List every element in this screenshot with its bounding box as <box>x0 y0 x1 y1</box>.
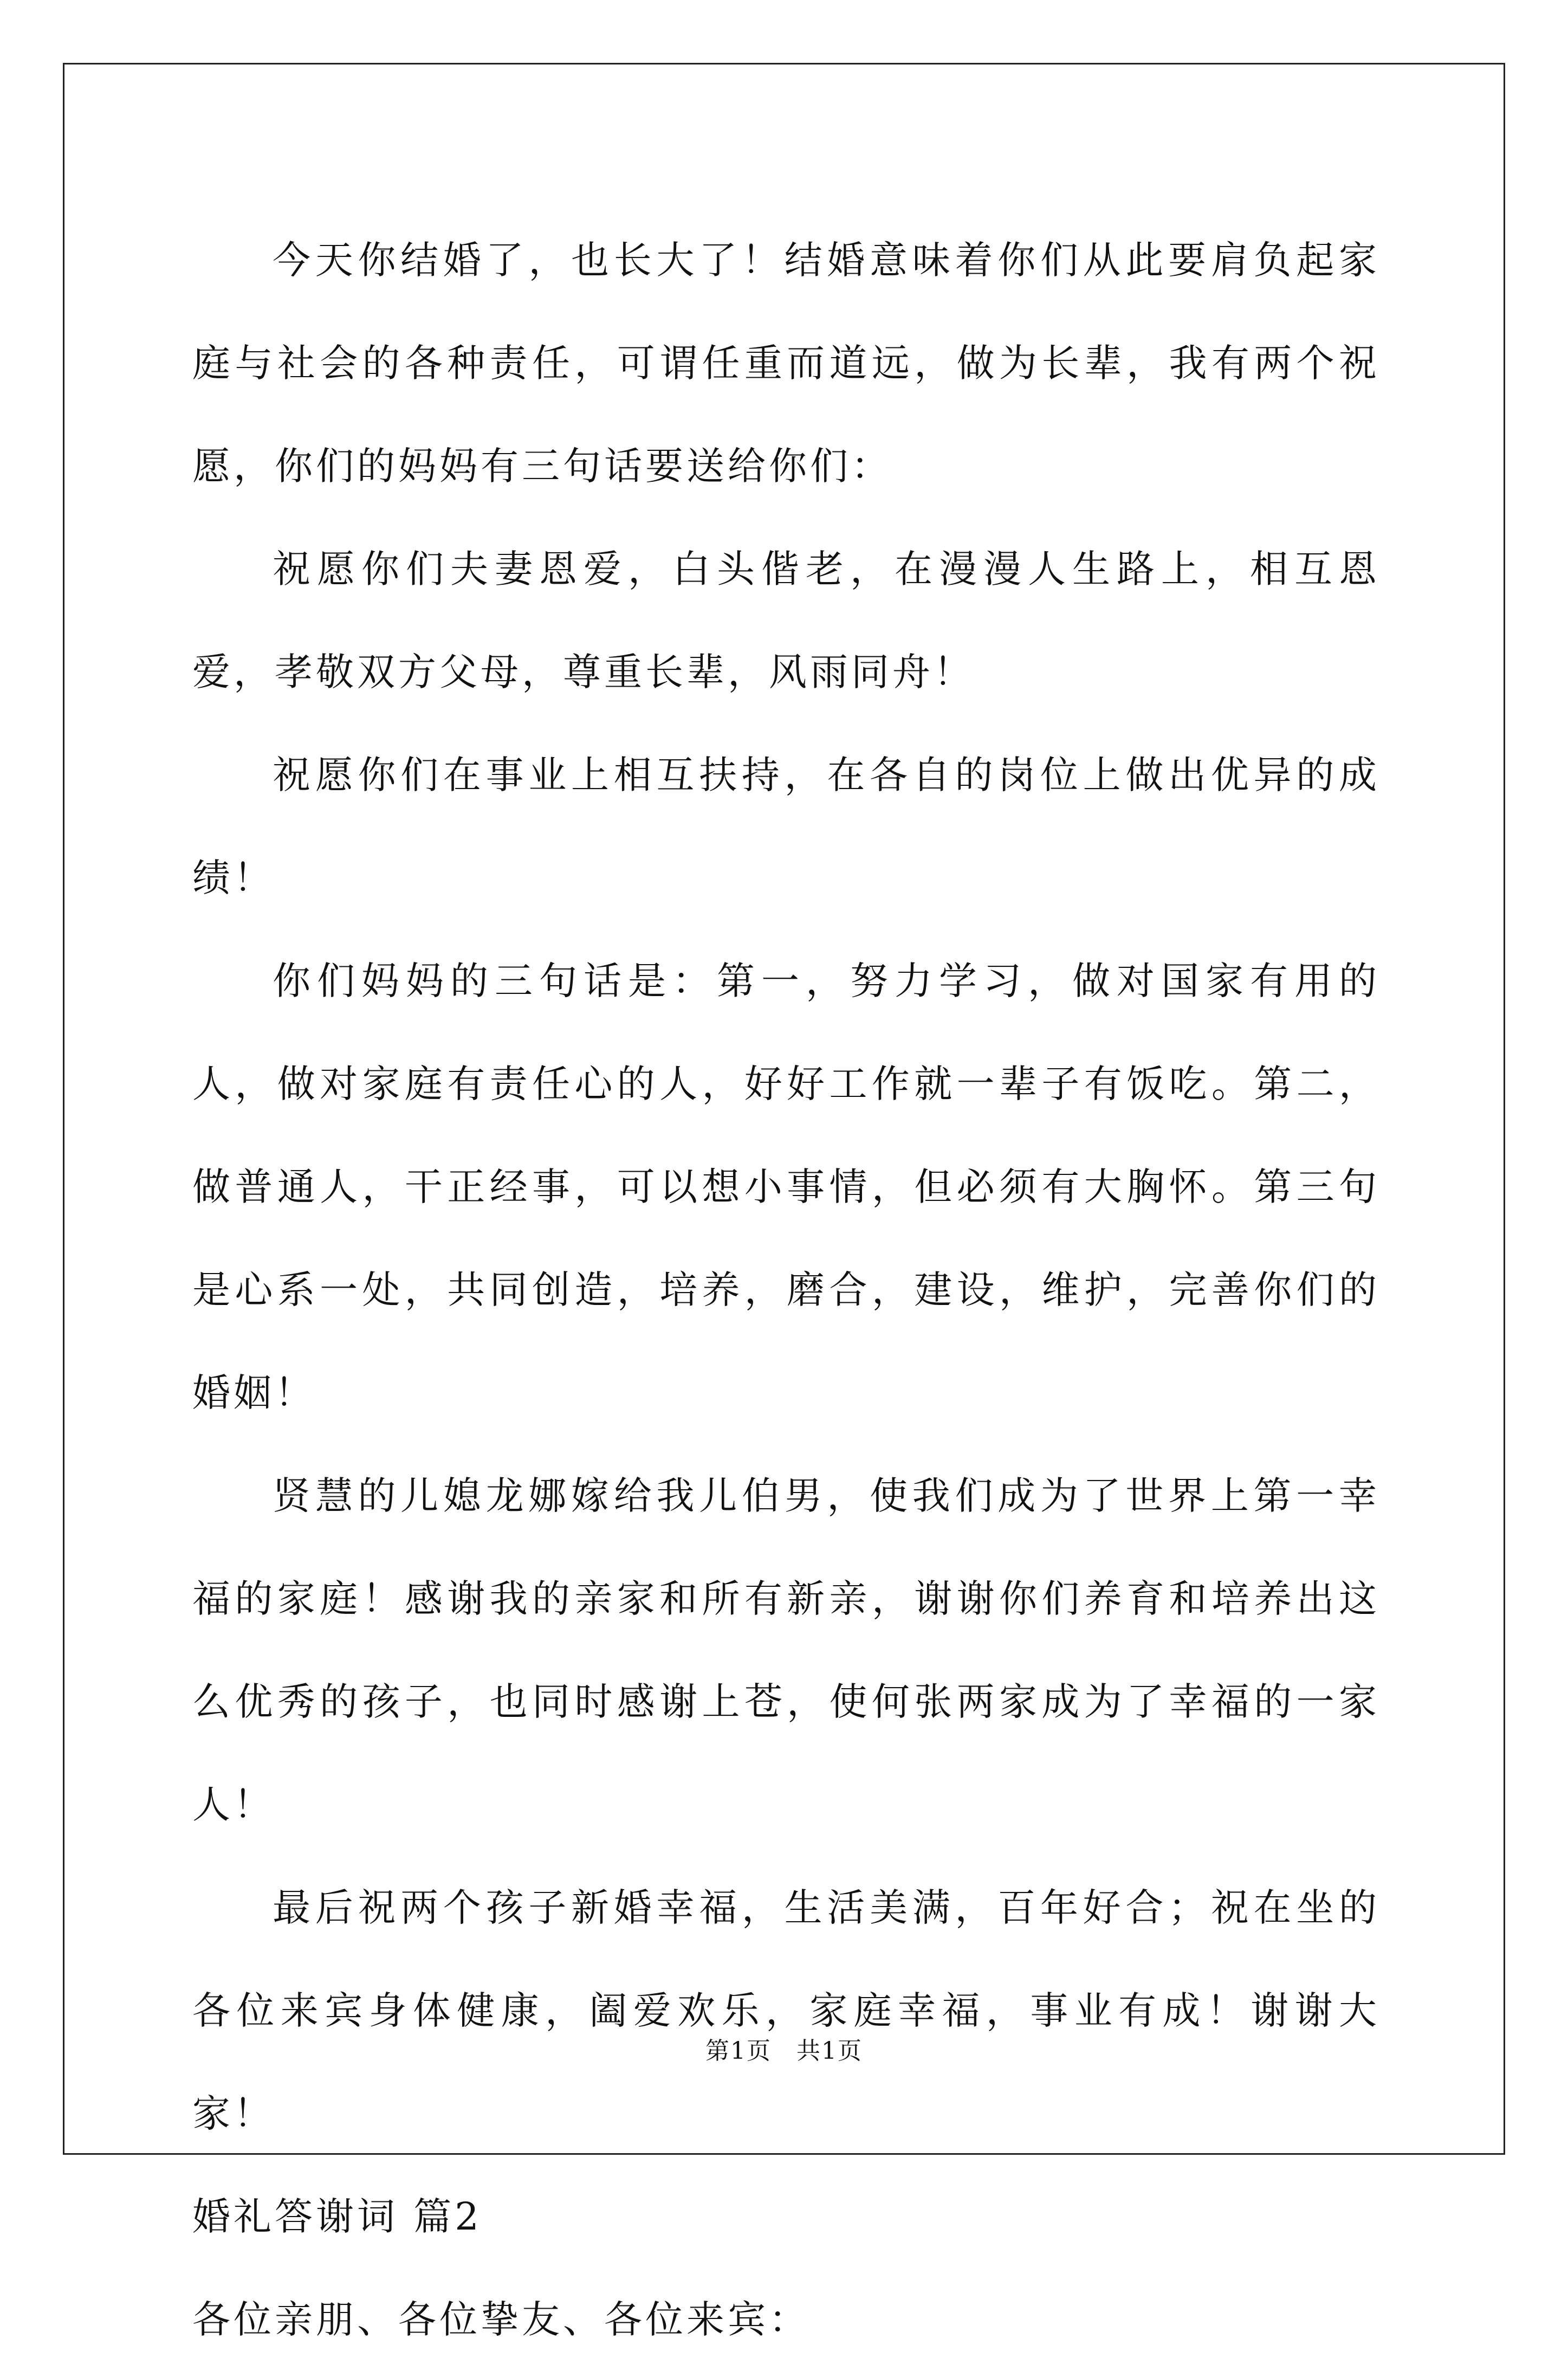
paragraph-1: 今天你结婚了，也长大了！结婚意味着你们从此要肩负起家庭与社会的各种责任，可谓任重而道远，做为长辈，我有两个祝愿，你们的妈妈有三句话要送给你们： <box>192 238 1380 488</box>
paragraph-5: 贤慧的儿媳龙娜嫁给我儿伯男，使我们成为了世界上第一幸福的家庭！感谢我的亲家和所有新亲，谢谢你们养育和培养出这么优秀的孩子，也同时感谢上苍，使何张两家成为了幸福的一家人！ <box>192 1474 1380 1827</box>
paragraph-2: 祝愿你们夫妻恩爱，白头偕老，在漫漫人生路上，相互恩爱，孝敬双方父母，尊重长辈，风雨同舟！ <box>192 547 1380 694</box>
section-heading: 婚礼答谢词 篇2 <box>192 2194 482 2239</box>
paragraph-6: 最后祝两个孩子新婚幸福，生活美满，百年好合；祝在坐的各位来宾身体健康，阖爱欢乐，家庭幸福，事业有成！谢谢大家！ <box>192 1885 1380 2136</box>
page-number-footer: 第1页 共1页 <box>705 2037 863 2065</box>
paragraph-3: 祝愿你们在事业上相互扶持，在各自的岗位上做出优异的成绩！ <box>192 753 1380 900</box>
paragraph-4: 你们妈妈的三句话是：第一，努力学习，做对国家有用的人，做对家庭有责任心的人，好好工作就一辈子有饭吃。第二，做普通人，干正经事，可以想小事情，但必须有大胸怀。第三句是心系一处，共同创造，培养，磨合，建设，维护，完善你们的婚姻！ <box>192 959 1380 1415</box>
salutation: 各位亲朋、各位挚友、各位来宾： <box>192 2297 810 2342</box>
